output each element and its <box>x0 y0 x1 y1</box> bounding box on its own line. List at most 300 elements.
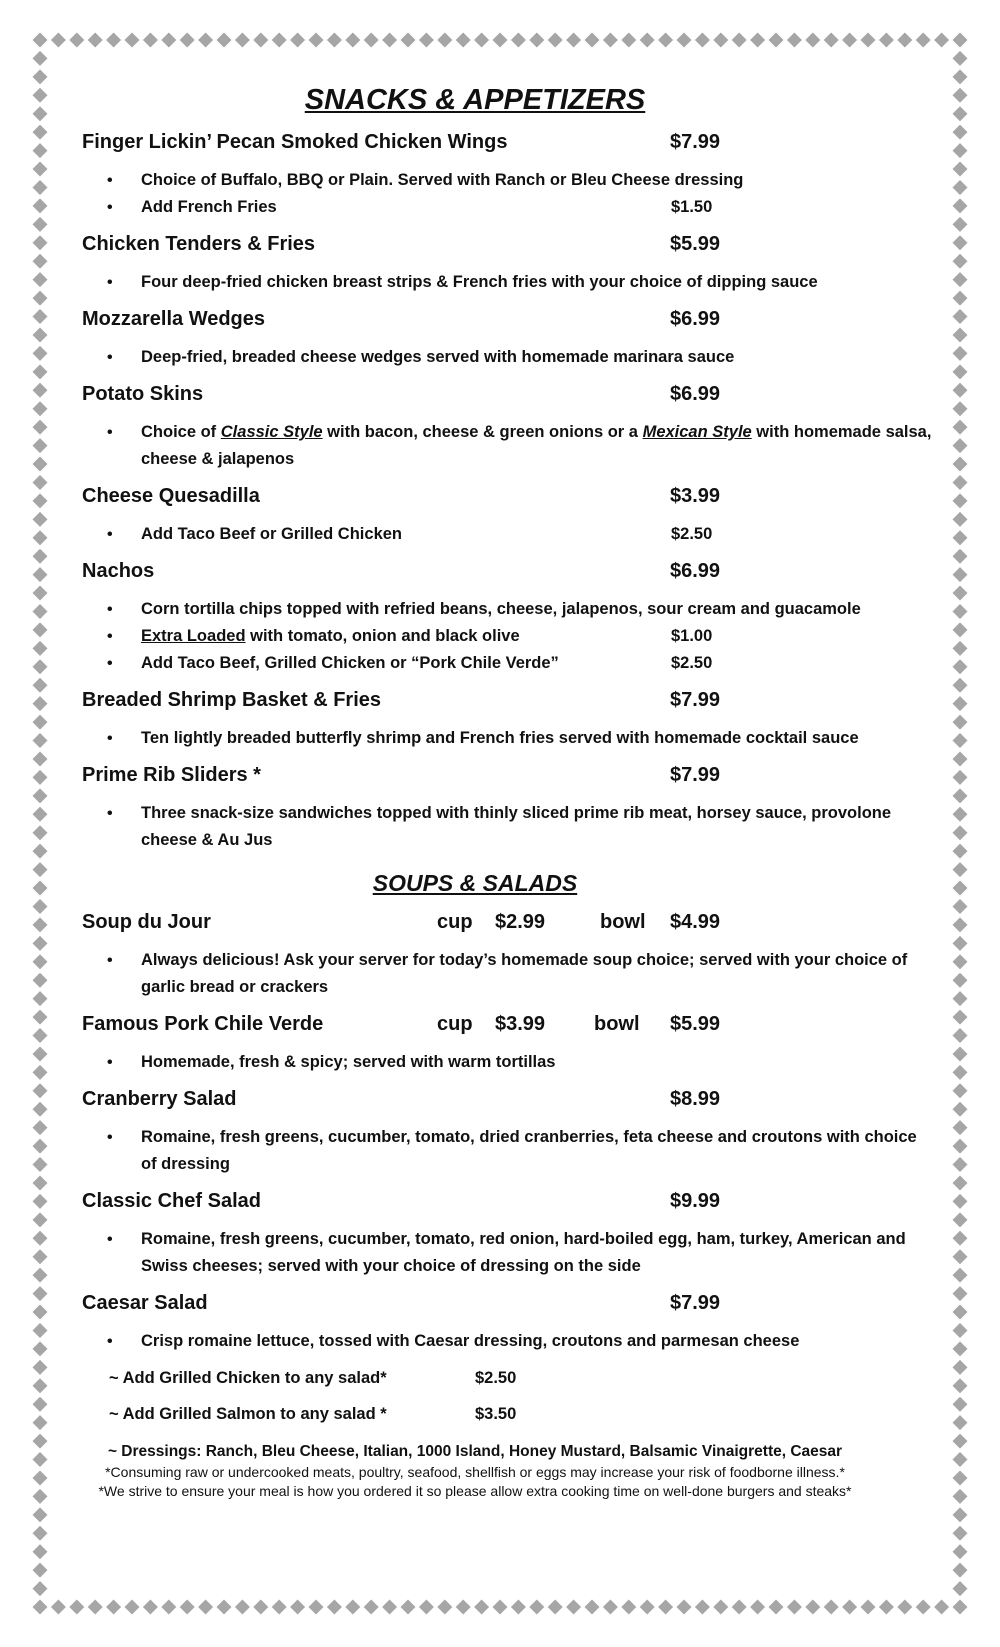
border-diamond <box>953 1065 968 1080</box>
border-diamond <box>934 33 949 48</box>
border-diamond <box>529 33 544 48</box>
border-diamond <box>529 1600 544 1615</box>
size-label: cup <box>437 911 473 933</box>
item-name: Nachos <box>82 560 155 582</box>
addon-price: $2.50 <box>671 525 713 543</box>
border-diamond <box>953 1581 968 1596</box>
border-diamond <box>33 1378 48 1393</box>
border-diamond <box>33 51 48 66</box>
border-diamond <box>953 1286 968 1301</box>
border-diamond <box>953 1175 968 1190</box>
border-diamond <box>879 33 894 48</box>
border-diamond <box>364 1600 379 1615</box>
border-diamond <box>33 33 48 48</box>
border-diamond <box>33 235 48 250</box>
border-diamond <box>861 1600 876 1615</box>
border-diamond <box>33 715 48 730</box>
border-diamond <box>33 1286 48 1301</box>
border-diamond <box>953 88 968 103</box>
border-diamond <box>953 401 968 416</box>
border-diamond <box>769 1600 784 1615</box>
border-diamond <box>69 1600 84 1615</box>
border-diamond <box>143 33 158 48</box>
item-price: $7.99 <box>670 1292 721 1314</box>
classic-style-label: Classic Style <box>220 423 323 441</box>
item-addon: • Add Taco Beef or Grilled Chicken $2.50 <box>82 521 932 548</box>
salad-addon-chicken <box>109 1365 932 1391</box>
border-diamond <box>69 33 84 48</box>
border-diamond <box>953 512 968 527</box>
item-name: Mozzarella Wedges <box>82 308 266 330</box>
border-diamond <box>33 1120 48 1135</box>
border-diamond <box>33 696 48 711</box>
item-description: • Romaine, fresh greens, cucumber, tomato, dried cranberries, feta cheese and croutons with choice of dressing <box>82 1124 932 1178</box>
border-diamond <box>953 825 968 840</box>
border-diamond <box>33 272 48 287</box>
border-diamond <box>51 33 66 48</box>
border-diamond <box>603 33 618 48</box>
border-diamond <box>842 1600 857 1615</box>
border-diamond <box>33 291 48 306</box>
border-diamond <box>677 1600 692 1615</box>
border-diamond <box>953 881 968 896</box>
border-diamond <box>953 162 968 177</box>
border-diamond <box>603 1600 618 1615</box>
border-diamond <box>125 33 140 48</box>
border-diamond <box>33 1028 48 1043</box>
menu-item-chicken-wings <box>82 131 932 221</box>
size-label: bowl <box>594 1013 640 1035</box>
item-name: Finger Lickin’ Pecan Smoked Chicken Wings <box>82 131 508 153</box>
border-diamond <box>33 1341 48 1356</box>
border-diamond <box>953 991 968 1006</box>
border-diamond <box>33 844 48 859</box>
border-diamond <box>33 1600 48 1615</box>
border-diamond <box>621 33 636 48</box>
border-diamond <box>33 217 48 232</box>
border-diamond <box>916 1600 931 1615</box>
border-diamond <box>953 1600 968 1615</box>
border-diamond <box>953 530 968 545</box>
border-diamond <box>953 1120 968 1135</box>
border-diamond <box>33 1231 48 1246</box>
border-diamond <box>474 33 489 48</box>
border-diamond <box>51 1600 66 1615</box>
item-description: • Crisp romaine lettuce, tossed with Caesar dressing, croutons and parmesan cheese <box>82 1328 932 1355</box>
border-diamond <box>33 954 48 969</box>
border-diamond <box>33 530 48 545</box>
border-diamond <box>953 33 968 48</box>
border-diamond <box>419 1600 434 1615</box>
border-diamond <box>824 33 839 48</box>
border-diamond <box>897 33 912 48</box>
border-diamond <box>493 33 508 48</box>
border-diamond <box>953 235 968 250</box>
border-diamond <box>33 622 48 637</box>
border-diamond <box>327 1600 342 1615</box>
addon-price: $3.50 <box>475 1405 517 1423</box>
item-description: • Four deep-fried chicken breast strips & French fries with your choice of dipping sauce <box>82 269 932 296</box>
border-diamond <box>953 1397 968 1412</box>
menu-item-cheese-quesadilla <box>82 485 932 548</box>
menu-item-prime-rib-sliders <box>82 764 932 854</box>
border-diamond <box>161 33 176 48</box>
border-diamond <box>713 33 728 48</box>
border-diamond <box>824 1600 839 1615</box>
border-diamond <box>953 1489 968 1504</box>
border-diamond <box>953 272 968 287</box>
border-diamond <box>33 641 48 656</box>
border-diamond <box>897 1600 912 1615</box>
menu-item-potato-skins <box>82 383 932 473</box>
border-diamond <box>953 125 968 140</box>
border-diamond <box>548 1600 563 1615</box>
item-price: $7.99 <box>670 764 721 786</box>
border-diamond <box>272 33 287 48</box>
border-diamond <box>953 143 968 158</box>
border-diamond <box>33 917 48 932</box>
item-description: • Choice of Classic Style with bacon, cheese & green onions or a Mexican Style with homemade salsa, cheese & jalapenos <box>82 419 932 473</box>
addon-price: $1.50 <box>671 198 713 216</box>
item-addon: • Add Taco Beef, Grilled Chicken or “Pork Chile Verde” $2.50 <box>82 650 932 677</box>
item-name: Potato Skins <box>82 383 204 405</box>
border-diamond <box>253 33 268 48</box>
border-diamond <box>33 346 48 361</box>
border-diamond <box>33 770 48 785</box>
border-diamond <box>953 678 968 693</box>
border-diamond <box>953 1139 968 1154</box>
border-diamond <box>805 33 820 48</box>
border-diamond <box>180 33 195 48</box>
border-diamond <box>750 33 765 48</box>
border-diamond <box>953 420 968 435</box>
mexican-style-label: Mexican Style <box>642 423 752 441</box>
cup-price: $3.99 <box>495 1013 546 1035</box>
border-diamond <box>953 715 968 730</box>
border-diamond <box>437 1600 452 1615</box>
border-diamond <box>953 1083 968 1098</box>
border-diamond <box>419 33 434 48</box>
item-name: Cheese Quesadilla <box>82 485 260 507</box>
border-diamond <box>33 1360 48 1375</box>
border-diamond <box>511 1600 526 1615</box>
border-diamond <box>953 973 968 988</box>
border-diamond <box>33 198 48 213</box>
border-diamond <box>953 1028 968 1043</box>
border-diamond <box>33 438 48 453</box>
size-label: cup <box>437 1013 473 1035</box>
border-diamond <box>33 475 48 490</box>
item-price: $6.99 <box>670 560 721 582</box>
item-price: $5.99 <box>670 233 721 255</box>
border-diamond <box>33 825 48 840</box>
border-diamond <box>953 1563 968 1578</box>
border-diamond <box>732 33 747 48</box>
border-diamond <box>953 1268 968 1283</box>
border-diamond <box>566 33 581 48</box>
border-diamond <box>640 1600 655 1615</box>
soups-salads-title: SOUPS & SALADS <box>372 870 578 896</box>
border-diamond <box>382 33 397 48</box>
border-diamond <box>88 33 103 48</box>
border-diamond <box>33 1397 48 1412</box>
salad-addon-salmon <box>109 1401 932 1427</box>
border-diamond <box>585 1600 600 1615</box>
border-diamond <box>953 1194 968 1209</box>
addon-price: $1.00 <box>671 627 713 645</box>
border-diamond <box>953 1360 968 1375</box>
menu-item-shrimp-basket <box>82 689 932 752</box>
menu-notes <box>0 1441 950 1501</box>
border-diamond <box>33 1102 48 1117</box>
border-diamond <box>953 106 968 121</box>
border-diamond <box>769 33 784 48</box>
border-diamond <box>713 1600 728 1615</box>
border-diamond <box>437 33 452 48</box>
border-diamond <box>33 401 48 416</box>
border-diamond <box>953 770 968 785</box>
border-diamond <box>953 1434 968 1449</box>
menu-item-soup-du-jour <box>82 911 932 1001</box>
border-diamond <box>33 1157 48 1172</box>
border-diamond <box>33 1544 48 1559</box>
border-diamond <box>33 991 48 1006</box>
border-diamond <box>33 364 48 379</box>
border-diamond <box>658 1600 673 1615</box>
border-diamond <box>953 936 968 951</box>
item-price: $7.99 <box>670 131 721 153</box>
snacks-appetizers-title: SNACKS & APPETIZERS <box>304 84 646 116</box>
border-diamond <box>879 1600 894 1615</box>
cooking-time-note: *We strive to ensure your meal is how you ordered it so please allow extra cooking time on well-done burgers and steaks* <box>98 1483 852 1499</box>
border-diamond <box>953 1341 968 1356</box>
border-diamond <box>916 33 931 48</box>
item-name: Caesar Salad <box>82 1292 208 1314</box>
border-diamond <box>33 788 48 803</box>
border-diamond <box>364 33 379 48</box>
border-diamond <box>953 217 968 232</box>
menu-item-classic-chef-salad <box>82 1190 932 1280</box>
border-diamond <box>33 512 48 527</box>
menu-item-mozzarella-wedges <box>82 308 932 371</box>
item-name: Classic Chef Salad <box>82 1190 261 1212</box>
item-description: • Three snack-size sandwiches topped with thinly sliced prime rib meat, horsey sauce, provolone cheese & Au Jus <box>82 800 932 854</box>
item-description: • Always delicious! Ask your server for today’s homemade soup choice; served with your choice of garlic bread or crackers <box>82 947 932 1001</box>
item-price: $7.99 <box>670 689 721 711</box>
border-diamond <box>585 33 600 48</box>
border-diamond <box>33 1083 48 1098</box>
border-diamond <box>953 862 968 877</box>
border-diamond <box>953 346 968 361</box>
border-diamond <box>33 420 48 435</box>
border-diamond <box>33 549 48 564</box>
border-diamond <box>309 1600 324 1615</box>
border-diamond <box>953 1470 968 1485</box>
border-diamond <box>33 1305 48 1320</box>
border-diamond <box>842 33 857 48</box>
border-diamond <box>33 1194 48 1209</box>
size-label: bowl <box>600 911 646 933</box>
border-diamond <box>345 33 360 48</box>
item-price: $3.99 <box>670 485 721 507</box>
border-diamond <box>345 1600 360 1615</box>
border-diamond <box>953 567 968 582</box>
border-diamond <box>805 1600 820 1615</box>
border-diamond <box>33 1046 48 1061</box>
border-diamond <box>953 604 968 619</box>
item-name: Chicken Tenders & Fries <box>82 233 316 255</box>
border-diamond <box>33 1563 48 1578</box>
border-diamond <box>33 659 48 674</box>
border-diamond <box>934 1600 949 1615</box>
border-diamond <box>33 180 48 195</box>
border-diamond <box>33 1065 48 1080</box>
border-diamond <box>953 659 968 674</box>
border-diamond <box>106 33 121 48</box>
border-diamond <box>33 69 48 84</box>
border-diamond <box>548 33 563 48</box>
border-diamond <box>953 493 968 508</box>
border-diamond <box>33 1139 48 1154</box>
border-diamond <box>33 493 48 508</box>
border-diamond <box>695 1600 710 1615</box>
border-diamond <box>787 1600 802 1615</box>
extra-loaded-label: Extra Loaded <box>141 627 246 645</box>
border-diamond <box>953 180 968 195</box>
border-diamond <box>953 1452 968 1467</box>
border-diamond <box>456 1600 471 1615</box>
border-diamond <box>953 954 968 969</box>
item-price: $6.99 <box>670 308 721 330</box>
border-diamond <box>953 198 968 213</box>
border-diamond <box>33 567 48 582</box>
item-name: Cranberry Salad <box>82 1088 237 1110</box>
item-description: • Corn tortilla chips topped with refried beans, cheese, jalapenos, sour cream and guacamole <box>82 596 932 623</box>
food-safety-warning: *Consuming raw or undercooked meats, poultry, seafood, shellfish or eggs may increase your risk of foodborne illness.* <box>105 1464 845 1480</box>
bowl-price: $4.99 <box>670 911 721 933</box>
addon-price: $2.50 <box>475 1369 517 1387</box>
border-diamond <box>750 1600 765 1615</box>
border-diamond <box>953 1046 968 1061</box>
border-diamond <box>787 33 802 48</box>
border-diamond <box>953 1010 968 1025</box>
border-diamond <box>33 1212 48 1227</box>
border-diamond <box>456 33 471 48</box>
border-diamond <box>953 475 968 490</box>
border-diamond <box>953 788 968 803</box>
border-diamond <box>327 33 342 48</box>
border-diamond <box>33 309 48 324</box>
border-diamond <box>33 1323 48 1338</box>
item-addon: • Extra Loaded with tomato, onion and black olive $1.00 <box>82 623 932 650</box>
border-diamond <box>33 457 48 472</box>
menu-page <box>82 84 932 1501</box>
border-diamond <box>953 1157 968 1172</box>
border-diamond <box>953 291 968 306</box>
border-diamond <box>474 1600 489 1615</box>
border-diamond <box>33 1507 48 1522</box>
bowl-price: $5.99 <box>670 1013 721 1035</box>
item-name: Famous Pork Chile Verde <box>82 1013 324 1035</box>
menu-item-pork-chile-verde <box>82 1013 932 1076</box>
border-diamond <box>33 807 48 822</box>
border-diamond <box>861 33 876 48</box>
border-diamond <box>511 33 526 48</box>
border-diamond <box>953 696 968 711</box>
item-description: • Choice of Buffalo, BBQ or Plain. Served with Ranch or Bleu Cheese dressing <box>82 167 932 194</box>
item-description: • Ten lightly breaded butterfly shrimp and French fries served with homemade cocktail sauce <box>82 725 932 752</box>
border-diamond <box>953 1378 968 1393</box>
border-diamond <box>732 1600 747 1615</box>
addon-price: $2.50 <box>671 654 713 672</box>
menu-item-caesar-salad <box>82 1292 932 1355</box>
border-diamond <box>953 899 968 914</box>
border-diamond <box>566 1600 581 1615</box>
border-diamond <box>33 604 48 619</box>
item-price: $9.99 <box>670 1190 721 1212</box>
border-diamond <box>953 1102 968 1117</box>
border-diamond <box>33 733 48 748</box>
border-diamond <box>33 751 48 766</box>
border-diamond <box>953 1212 968 1227</box>
border-diamond <box>235 1600 250 1615</box>
item-addon: • Add French Fries $1.50 <box>82 194 932 221</box>
border-diamond <box>953 917 968 932</box>
border-diamond <box>493 1600 508 1615</box>
menu-item-chicken-tenders <box>82 233 932 296</box>
border-diamond <box>658 33 673 48</box>
border-diamond <box>180 1600 195 1615</box>
border-diamond <box>272 1600 287 1615</box>
border-diamond <box>953 1544 968 1559</box>
border-diamond <box>161 1600 176 1615</box>
border-diamond <box>953 549 968 564</box>
border-diamond <box>382 1600 397 1615</box>
border-diamond <box>33 143 48 158</box>
border-diamond <box>217 1600 232 1615</box>
border-diamond <box>953 69 968 84</box>
border-diamond <box>953 1231 968 1246</box>
item-name: Soup du Jour <box>82 911 211 933</box>
border-diamond <box>953 1249 968 1264</box>
border-diamond <box>953 457 968 472</box>
item-name: Breaded Shrimp Basket & Fries <box>82 689 381 711</box>
border-diamond <box>33 1010 48 1025</box>
border-diamond <box>290 1600 305 1615</box>
item-description: • Homemade, fresh & spicy; served with warm tortillas <box>82 1049 932 1076</box>
border-diamond <box>953 1323 968 1338</box>
border-diamond <box>695 33 710 48</box>
border-diamond <box>953 1526 968 1541</box>
border-diamond <box>33 1526 48 1541</box>
border-diamond <box>33 678 48 693</box>
border-diamond <box>33 1249 48 1264</box>
addon-text: ~ Add Grilled Chicken to any salad* <box>109 1369 387 1387</box>
border-diamond <box>33 327 48 342</box>
border-diamond <box>33 586 48 601</box>
border-diamond <box>677 33 692 48</box>
border-diamond <box>953 364 968 379</box>
border-diamond <box>953 327 968 342</box>
border-diamond <box>290 33 305 48</box>
cup-price: $2.99 <box>495 911 546 933</box>
border-diamond <box>33 1415 48 1430</box>
border-diamond <box>953 586 968 601</box>
border-diamond <box>33 125 48 140</box>
item-name: Prime Rib Sliders * <box>82 764 261 786</box>
border-diamond <box>953 51 968 66</box>
border-diamond <box>33 1268 48 1283</box>
